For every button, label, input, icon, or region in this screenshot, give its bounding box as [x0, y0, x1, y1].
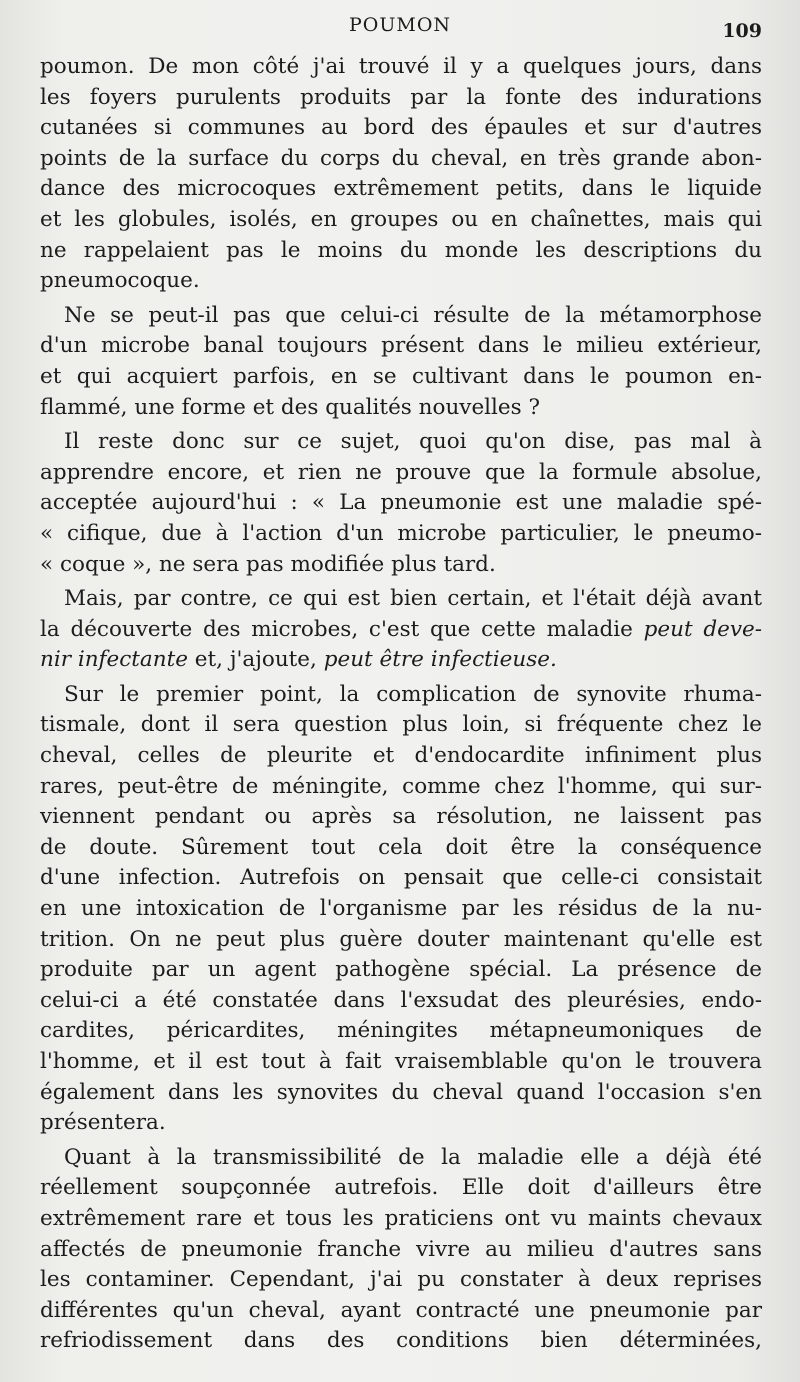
text-line [40, 645, 762, 676]
text-line: trition. On ne peut plus guère douter maintenant qu'elle est [40, 926, 762, 952]
text-line: « cifique, due à l'action d'un microbe particulier, le pneumo- [40, 520, 762, 546]
text-line: cardites, péricardites, méningites métapneumoniques de [40, 1018, 762, 1044]
paragraph-4 [40, 584, 762, 676]
text-line: poumon. De mon côté j'ai trouvé il y a quelques jours, dans [40, 54, 762, 79]
text-line: l'homme, et il est tout à fait vraisemblable qu'on le trouvera [40, 1049, 762, 1074]
text-line: présentera. [40, 1110, 166, 1136]
page-number: 109 [722, 20, 762, 42]
text-line: Mais, par contre, ce qui est bien certain, et l'était déjà avant [64, 586, 762, 612]
paragraph-1 [40, 52, 762, 297]
paragraph-6 [40, 1143, 762, 1357]
text-line: apprendre encore, et rien ne prouve que la formule absolue, [40, 459, 762, 485]
text-line: points de la surface du corps du cheval, en très grande abon- [40, 145, 762, 171]
text-line: extrêmement rare et tous les praticiens ont vu maints chevaux [40, 1205, 762, 1231]
paragraph-3 [40, 427, 762, 580]
body-text [40, 52, 762, 1361]
italic-text: peut deve- [643, 616, 763, 642]
text-line: Il reste donc sur ce sujet, quoi qu'on dise, pas mal à [64, 429, 762, 455]
text-run: la découverte des microbes, c'est que cette maladie [40, 616, 644, 642]
text-line: les contaminer. Cependant, j'ai pu constater à deux reprises [40, 1267, 762, 1293]
text-line: Ne se peut-il pas que celui-ci résulte de la métamorphose [64, 302, 762, 328]
text-line: et qui acquiert parfois, en se cultivant dans le poumon en- [40, 363, 762, 389]
text-line [40, 615, 762, 646]
text-line: en une intoxication de l'organisme par les résidus de la nu- [40, 896, 762, 922]
text-line: acceptée aujourd'hui : « La pneumonie est une maladie spé- [40, 490, 762, 516]
text-line: celui-ci a été constatée dans l'exsudat des pleurésies, endo- [40, 987, 762, 1013]
text-line: les foyers purulents produits par la fonte des indurations [40, 84, 762, 110]
text-line: refriodissement dans des conditions bien déterminées, [40, 1328, 762, 1354]
text-line: Sur le premier point, la complication de synovite rhuma- [64, 681, 762, 707]
text-line: cheval, celles de pleurite et d'endocardite infiniment plus [40, 743, 762, 769]
text-line: ne rappelaient pas le moins du monde les descriptions du [40, 237, 762, 263]
text-line: de doute. Sûrement tout cela doit être la conséquence [40, 834, 762, 860]
text-line: « coque », ne sera pas modifiée plus tard. [40, 551, 496, 577]
text-line: réellement soupçonnée autrefois. Elle doit d'ailleurs être [40, 1175, 762, 1201]
text-line: flammé, une forme et des qualités nouvelles ? [40, 394, 541, 420]
text-line: et les globules, isolés, en groupes ou en chaînettes, mais qui [40, 206, 762, 232]
text-line: différentes qu'un cheval, ayant contracté une pneumonie par [40, 1297, 762, 1323]
text-line: produite par un agent pathogène spécial. La présence de [40, 957, 762, 983]
text-line: cutanées si communes au bord des épaules et sur d'autres [40, 115, 762, 141]
text-run: et, j'ajoute, [187, 647, 324, 673]
text-line: d'un microbe banal toujours présent dans le milieu extérieur, [40, 333, 762, 359]
text-line: rares, peut-être de méningite, comme chez l'homme, qui sur- [40, 773, 762, 799]
italic-text: peut être infectieuse. [323, 647, 557, 673]
text-line: viennent pendant ou après sa résolution, ne laissent pas [40, 804, 762, 830]
text-line: Quant à la transmissibilité de la maladie elle a déjà été [64, 1144, 762, 1170]
text-line: affectés de pneumonie franche vivre au milieu d'autres sans [40, 1236, 762, 1262]
text-line: d'une infection. Autrefois on pensait que celle-ci consistait [40, 865, 762, 891]
text-line: également dans les synovites du cheval quand l'occasion s'en [40, 1079, 762, 1105]
page-header [0, 14, 800, 44]
text-line: dance des microcoques extrêmement petits, dans le liquide [40, 176, 762, 202]
paragraph-2 [40, 301, 762, 423]
paragraph-5 [40, 680, 762, 1139]
italic-text: nir infectante [40, 647, 188, 673]
running-head: POUMON [348, 14, 452, 36]
text-line: pneumocoque. [40, 268, 200, 294]
text-line: tismale, dont il sera question plus loin, si fréquente chez le [40, 712, 762, 738]
